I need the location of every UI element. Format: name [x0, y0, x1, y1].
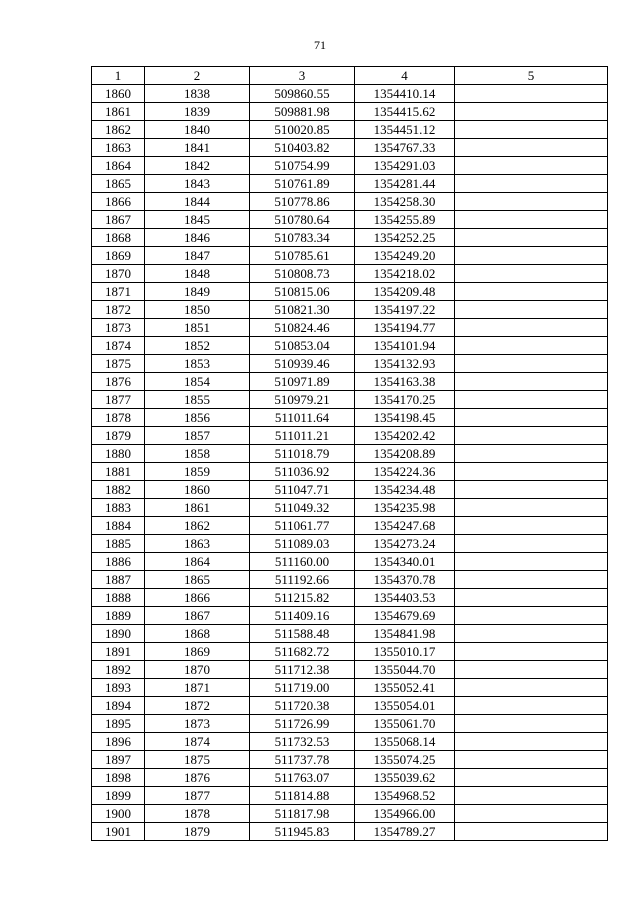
table-cell: 1862	[145, 517, 250, 535]
table-cell: 1863	[92, 139, 145, 157]
table-cell: 1889	[92, 607, 145, 625]
table-cell: 1354281.44	[355, 175, 455, 193]
header-row	[92, 67, 608, 85]
table-cell	[455, 229, 608, 247]
table-cell: 1893	[92, 679, 145, 697]
table-row	[92, 175, 608, 193]
table-cell: 511011.64	[250, 409, 355, 427]
table-cell: 1864	[92, 157, 145, 175]
table-cell	[455, 175, 608, 193]
table-cell: 1354247.68	[355, 517, 455, 535]
table-cell: 1869	[92, 247, 145, 265]
table-cell: 510754.99	[250, 157, 355, 175]
table-cell: 1868	[145, 625, 250, 643]
table-row	[92, 139, 608, 157]
table-cell: 1354370.78	[355, 571, 455, 589]
table-cell: 1354340.01	[355, 553, 455, 571]
table-cell: 511089.03	[250, 535, 355, 553]
table-row	[92, 463, 608, 481]
table-cell: 511215.82	[250, 589, 355, 607]
column-header: 1	[92, 67, 145, 85]
table-cell	[455, 247, 608, 265]
table-cell: 1897	[92, 751, 145, 769]
table-cell: 1896	[92, 733, 145, 751]
table-cell: 511719.00	[250, 679, 355, 697]
table-row	[92, 535, 608, 553]
table-cell	[455, 769, 608, 787]
table-cell	[455, 139, 608, 157]
table-cell	[455, 391, 608, 409]
table-cell	[455, 355, 608, 373]
table-cell: 1882	[92, 481, 145, 499]
table-cell: 511945.83	[250, 823, 355, 841]
table-cell: 1355039.62	[355, 769, 455, 787]
table-cell: 1872	[145, 697, 250, 715]
table-cell: 1354197.22	[355, 301, 455, 319]
table-cell: 1899	[92, 787, 145, 805]
table-cell: 1878	[92, 409, 145, 427]
table-row	[92, 283, 608, 301]
table-cell	[455, 589, 608, 607]
table-cell	[455, 715, 608, 733]
table-cell: 1869	[145, 643, 250, 661]
table-cell: 510979.21	[250, 391, 355, 409]
table-cell: 1871	[145, 679, 250, 697]
table-cell: 511192.66	[250, 571, 355, 589]
table-row	[92, 409, 608, 427]
table-cell: 511712.38	[250, 661, 355, 679]
table-cell: 1839	[145, 103, 250, 121]
table-cell: 1874	[92, 337, 145, 355]
table-cell: 511588.48	[250, 625, 355, 643]
table-cell: 1354132.93	[355, 355, 455, 373]
table-cell: 1895	[92, 715, 145, 733]
table-row	[92, 301, 608, 319]
table-row	[92, 733, 608, 751]
table-cell: 1876	[145, 769, 250, 787]
table-cell: 511682.72	[250, 643, 355, 661]
table-cell: 1354198.45	[355, 409, 455, 427]
table-cell: 1870	[92, 265, 145, 283]
table-row	[92, 805, 608, 823]
table-cell: 1876	[92, 373, 145, 391]
table-cell: 510783.34	[250, 229, 355, 247]
table-row	[92, 427, 608, 445]
table-cell: 511720.38	[250, 697, 355, 715]
table-row	[92, 391, 608, 409]
table-row	[92, 481, 608, 499]
table-cell: 1354249.20	[355, 247, 455, 265]
table-cell: 1874	[145, 733, 250, 751]
table-cell: 510778.86	[250, 193, 355, 211]
table-cell: 1853	[145, 355, 250, 373]
table-cell	[455, 373, 608, 391]
table-row	[92, 211, 608, 229]
table-cell	[455, 193, 608, 211]
table-cell: 1354966.00	[355, 805, 455, 823]
table-cell: 1844	[145, 193, 250, 211]
table-cell	[455, 751, 608, 769]
table-cell	[455, 463, 608, 481]
table-cell: 1354194.77	[355, 319, 455, 337]
table-cell: 1870	[145, 661, 250, 679]
table-cell: 511763.07	[250, 769, 355, 787]
column-header: 5	[455, 67, 608, 85]
table-cell: 1858	[145, 445, 250, 463]
table-cell: 1354235.98	[355, 499, 455, 517]
table-cell: 1354451.12	[355, 121, 455, 139]
table-cell: 510853.04	[250, 337, 355, 355]
table-cell	[455, 481, 608, 499]
table-row	[92, 679, 608, 697]
table-cell	[455, 733, 608, 751]
table-cell: 1863	[145, 535, 250, 553]
table-cell: 1842	[145, 157, 250, 175]
table-cell: 1901	[92, 823, 145, 841]
table-cell: 511160.00	[250, 553, 355, 571]
table-cell: 1875	[92, 355, 145, 373]
table-cell: 510939.46	[250, 355, 355, 373]
table-cell: 1886	[92, 553, 145, 571]
table-row	[92, 157, 608, 175]
table-cell	[455, 283, 608, 301]
table-cell: 510780.64	[250, 211, 355, 229]
table-cell: 1355054.01	[355, 697, 455, 715]
table-cell: 1885	[92, 535, 145, 553]
table-cell	[455, 661, 608, 679]
table-cell: 1354202.42	[355, 427, 455, 445]
table-cell: 1841	[145, 139, 250, 157]
table-cell: 1879	[92, 427, 145, 445]
table-cell: 1888	[92, 589, 145, 607]
table-cell: 1851	[145, 319, 250, 337]
table-row	[92, 193, 608, 211]
table-cell	[455, 697, 608, 715]
table-cell: 511036.92	[250, 463, 355, 481]
column-header: 3	[250, 67, 355, 85]
table-cell: 1880	[92, 445, 145, 463]
table-cell: 1868	[92, 229, 145, 247]
table-row	[92, 553, 608, 571]
table-cell: 510761.89	[250, 175, 355, 193]
table-cell: 511726.99	[250, 715, 355, 733]
table-cell: 509881.98	[250, 103, 355, 121]
table-row	[92, 265, 608, 283]
table-cell	[455, 103, 608, 121]
table-cell	[455, 427, 608, 445]
table-cell	[455, 409, 608, 427]
table-row	[92, 355, 608, 373]
table-cell	[455, 319, 608, 337]
table-cell: 511011.21	[250, 427, 355, 445]
table-cell: 1354258.30	[355, 193, 455, 211]
table-cell: 1354403.53	[355, 589, 455, 607]
table-cell: 1892	[92, 661, 145, 679]
table-cell: 1354163.38	[355, 373, 455, 391]
table-row	[92, 517, 608, 535]
table-cell: 510821.30	[250, 301, 355, 319]
table-cell: 510824.46	[250, 319, 355, 337]
table-cell: 510971.89	[250, 373, 355, 391]
table-cell: 511047.71	[250, 481, 355, 499]
table-row	[92, 373, 608, 391]
table-cell: 1354170.25	[355, 391, 455, 409]
table-cell: 511049.32	[250, 499, 355, 517]
table-cell: 1881	[92, 463, 145, 481]
table-cell: 1354968.52	[355, 787, 455, 805]
table-cell	[455, 337, 608, 355]
table-cell: 1890	[92, 625, 145, 643]
table-cell: 1877	[92, 391, 145, 409]
table-cell: 1865	[145, 571, 250, 589]
page-number: 71	[314, 38, 326, 52]
table-cell: 1875	[145, 751, 250, 769]
table-cell: 1859	[145, 463, 250, 481]
table-cell	[455, 211, 608, 229]
table-row	[92, 769, 608, 787]
table-cell: 1354841.98	[355, 625, 455, 643]
table-cell: 1854	[145, 373, 250, 391]
table-cell: 1860	[145, 481, 250, 499]
table-cell: 1856	[145, 409, 250, 427]
table-row	[92, 499, 608, 517]
table-row	[92, 589, 608, 607]
table-row	[92, 751, 608, 769]
table-cell: 1862	[92, 121, 145, 139]
table-cell: 1867	[145, 607, 250, 625]
table-row	[92, 319, 608, 337]
table-cell: 1878	[145, 805, 250, 823]
table-cell: 1866	[145, 589, 250, 607]
table-row	[92, 643, 608, 661]
table-cell	[455, 787, 608, 805]
table-cell: 1891	[92, 643, 145, 661]
table-cell	[455, 85, 608, 103]
table-cell: 1354209.48	[355, 283, 455, 301]
table-cell: 511732.53	[250, 733, 355, 751]
table-cell: 1354410.14	[355, 85, 455, 103]
table-cell	[455, 121, 608, 139]
table-cell	[455, 499, 608, 517]
table-cell: 1354252.25	[355, 229, 455, 247]
table-cell: 1848	[145, 265, 250, 283]
table-cell: 1843	[145, 175, 250, 193]
table-cell: 1355068.14	[355, 733, 455, 751]
table-cell: 1894	[92, 697, 145, 715]
table-cell	[455, 679, 608, 697]
table-cell: 510020.85	[250, 121, 355, 139]
table-row	[92, 229, 608, 247]
table-cell: 1354234.48	[355, 481, 455, 499]
table-cell: 1355010.17	[355, 643, 455, 661]
table-row	[92, 85, 608, 103]
table-cell: 1873	[92, 319, 145, 337]
table-cell: 1867	[92, 211, 145, 229]
table-cell	[455, 571, 608, 589]
table-cell: 1898	[92, 769, 145, 787]
table-cell: 1354208.89	[355, 445, 455, 463]
table-row	[92, 337, 608, 355]
table-cell: 1850	[145, 301, 250, 319]
table-cell: 1354218.02	[355, 265, 455, 283]
table-cell: 1852	[145, 337, 250, 355]
table-cell: 1355074.25	[355, 751, 455, 769]
table-cell: 1355061.70	[355, 715, 455, 733]
table-cell: 1355052.41	[355, 679, 455, 697]
table-header	[92, 67, 608, 85]
table-cell: 1861	[145, 499, 250, 517]
table-cell: 1838	[145, 85, 250, 103]
column-header: 2	[145, 67, 250, 85]
table-cell	[455, 553, 608, 571]
table-row	[92, 103, 608, 121]
table-cell	[455, 805, 608, 823]
table-cell	[455, 157, 608, 175]
table-cell: 1857	[145, 427, 250, 445]
table-body	[92, 85, 608, 841]
table-cell: 511409.16	[250, 607, 355, 625]
table-row	[92, 823, 608, 841]
table-cell	[455, 607, 608, 625]
table-cell: 510403.82	[250, 139, 355, 157]
table-cell: 1354273.24	[355, 535, 455, 553]
table-row	[92, 247, 608, 265]
table-cell: 1887	[92, 571, 145, 589]
table-cell: 1873	[145, 715, 250, 733]
table-cell: 1884	[92, 517, 145, 535]
table-row	[92, 697, 608, 715]
table-cell: 1354789.27	[355, 823, 455, 841]
table-cell: 1846	[145, 229, 250, 247]
table-row	[92, 445, 608, 463]
table-cell: 1354101.94	[355, 337, 455, 355]
table-cell: 1845	[145, 211, 250, 229]
table-cell: 511061.77	[250, 517, 355, 535]
coordinates-table	[91, 66, 608, 841]
table-cell: 1877	[145, 787, 250, 805]
table-cell: 510808.73	[250, 265, 355, 283]
table-cell: 509860.55	[250, 85, 355, 103]
table-cell: 1861	[92, 103, 145, 121]
table-cell	[455, 823, 608, 841]
table-cell: 1354679.69	[355, 607, 455, 625]
table-cell: 511817.98	[250, 805, 355, 823]
table-cell: 510785.61	[250, 247, 355, 265]
table-cell: 1872	[92, 301, 145, 319]
table-row	[92, 571, 608, 589]
table-row	[92, 661, 608, 679]
table-cell: 1860	[92, 85, 145, 103]
table-cell: 1883	[92, 499, 145, 517]
table-cell: 1354291.03	[355, 157, 455, 175]
table-row	[92, 715, 608, 733]
table-cell	[455, 265, 608, 283]
table-cell	[455, 643, 608, 661]
table-cell: 1866	[92, 193, 145, 211]
table-row	[92, 625, 608, 643]
table-cell: 1871	[92, 283, 145, 301]
table-cell: 511018.79	[250, 445, 355, 463]
table-cell: 510815.06	[250, 283, 355, 301]
table-cell: 1855	[145, 391, 250, 409]
table-cell: 1354767.33	[355, 139, 455, 157]
table-cell	[455, 625, 608, 643]
table-cell: 1355044.70	[355, 661, 455, 679]
table-cell: 1879	[145, 823, 250, 841]
table-cell	[455, 301, 608, 319]
table-cell: 511737.78	[250, 751, 355, 769]
table-cell: 1354255.89	[355, 211, 455, 229]
table-cell	[455, 535, 608, 553]
table-cell: 1354415.62	[355, 103, 455, 121]
table-cell: 1849	[145, 283, 250, 301]
table-cell: 1354224.36	[355, 463, 455, 481]
column-header: 4	[355, 67, 455, 85]
table-cell: 1864	[145, 553, 250, 571]
table-cell	[455, 517, 608, 535]
table-cell: 1847	[145, 247, 250, 265]
table-cell: 511814.88	[250, 787, 355, 805]
table-cell	[455, 445, 608, 463]
table-cell: 1900	[92, 805, 145, 823]
table-row	[92, 607, 608, 625]
table-row	[92, 121, 608, 139]
table-cell: 1865	[92, 175, 145, 193]
table-cell: 1840	[145, 121, 250, 139]
table-row	[92, 787, 608, 805]
